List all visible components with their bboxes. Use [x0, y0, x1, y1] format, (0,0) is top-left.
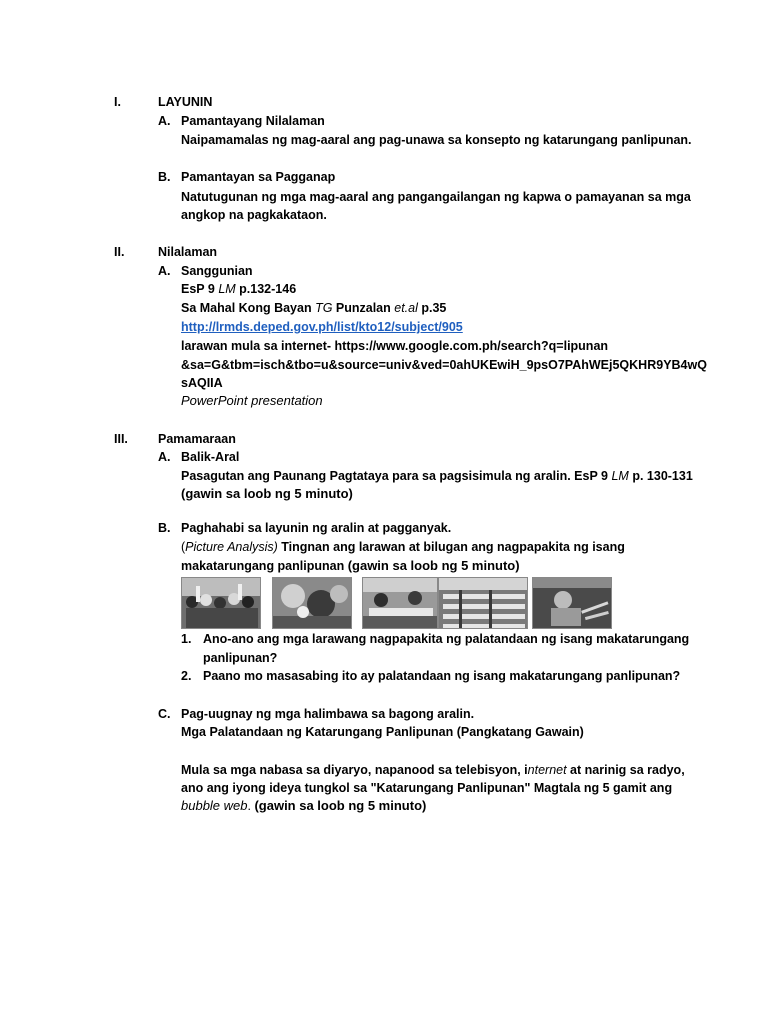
section-1-b-text-line2: angkop na pagkakataon.: [181, 208, 327, 222]
reference-page: p.35: [417, 301, 447, 315]
section-1-title: LAYUNIN: [158, 95, 213, 109]
section-3-c-letter: C.: [158, 707, 171, 721]
photo-child-laborer: [532, 577, 612, 629]
photo-crowd-rally: [181, 577, 261, 629]
section-3-a-text: [181, 467, 693, 485]
image-source-line2: &sa=G&tbm=isch&tbo=u&source=univ&ved=0ahUKEwiH_9psO7PAhWEj5QKHR9YB4wQ: [181, 358, 707, 372]
section-1-b-letter: B.: [158, 170, 171, 184]
picture-analysis-label: Picture Analysis): [185, 540, 278, 554]
section-3-c-paragraph-line1: [181, 761, 685, 779]
section-1-a-text: Naipamamalas ng mag-aaral ang pag-unawa sa konsepto ng katarungang panlipunan.: [181, 133, 692, 147]
section-3-b-text-line1: [181, 538, 625, 556]
section-3-c-subtitle: Mga Palatandaan ng Katarungang Panlipunan (Pangkatang Gawain): [181, 725, 584, 739]
section-1-a-letter: A.: [158, 114, 171, 128]
image-source-line3: sAQIIA: [181, 376, 223, 390]
reference-esp9: [181, 280, 296, 298]
reference-esp9-pages: p.132-146: [235, 282, 297, 296]
paragraph-sources: Mula sa mga nabasa sa diyaryo, napanood sa telebisyon, i: [181, 763, 528, 777]
section-1-a-title: Pamantayang Nilalaman: [181, 114, 325, 128]
question-1-number: 1.: [181, 632, 192, 646]
section-2-a-letter: A.: [158, 264, 171, 278]
section-2-title: Nilalaman: [158, 245, 218, 259]
lrmds-link[interactable]: http://lrmds.deped.gov.ph/list/kto12/subject/905: [181, 320, 463, 334]
section-1-b-title: Pamantayan sa Pagganap: [181, 170, 336, 184]
section-2-number: II.: [114, 245, 125, 259]
question-2-number: 2.: [181, 669, 192, 683]
paren-open: (: [181, 540, 186, 554]
section-3-b-text-line2: [181, 557, 520, 575]
powerpoint-presentation: PowerPoint presentation: [181, 393, 323, 408]
question-2-text: Paano mo masasabing ito ay palatandaan ng isang makatarungang panlipunan?: [203, 669, 681, 683]
section-3-title: Pamamaraan: [158, 432, 236, 446]
question-1-line2: panlipunan?: [203, 651, 278, 665]
photo-workers-table: [362, 577, 438, 629]
section-3-c-title: Pag-uugnay ng mga halimbawa sa bagong aralin.: [181, 707, 475, 721]
reference-esp9-lm: LM: [218, 282, 236, 296]
reference-mahal-kong-bayan: [181, 299, 446, 317]
image-source-line1: larawan mula sa internet- https://www.google.com.ph/search?q=lipunan: [181, 339, 609, 353]
picture-analysis-instruction: Tingnan ang larawan at bilugan ang nagpapakita ng isang: [277, 540, 625, 554]
section-3-b-time: (gawin sa loob ng 5 minuto): [347, 558, 520, 573]
section-3-c-paragraph-line2: ano ang iyong ideya tungkol sa "Katarungang Panlipunan" Magtala ng 5 gamit ang: [181, 781, 673, 795]
section-3-c-paragraph-line3: [181, 797, 426, 815]
question-1-line1: Ano-ano ang mga larawang nagpapakita ng palatandaan ng isang makatarungang: [203, 632, 690, 646]
section-3-a-letter: A.: [158, 450, 171, 464]
balik-aral-lm: LM: [611, 469, 629, 483]
paragraph-internet: nternet: [527, 763, 567, 777]
section-1-b-text-line1: Natutugunan ng mga mag-aaral ang pangangailangan ng kapwa o pamayanan sa mga: [181, 190, 691, 204]
section-3-a-time: (gawin sa loob ng 5 minuto): [181, 486, 353, 501]
photo-flowers-people: [272, 577, 352, 629]
section-3-c-time: (gawin sa loob ng 5 minuto): [254, 798, 427, 813]
reference-book-title: Sa Mahal Kong Bayan: [181, 301, 316, 315]
reference-tg: TG: [315, 301, 333, 315]
reference-etal: et.al: [394, 301, 418, 315]
period: .: [247, 799, 255, 813]
reference-author: Punzalan: [332, 301, 395, 315]
section-3-number: III.: [114, 432, 128, 446]
paragraph-radio: at narinig sa radyo,: [566, 763, 685, 777]
photo-factory-rows: [438, 577, 528, 629]
picture-analysis-instruction-cont: makatarungang panlipunan: [181, 559, 348, 573]
balik-aral-pages: p. 130-131: [628, 469, 693, 483]
section-3-b-letter: B.: [158, 521, 171, 535]
section-1-number: I.: [114, 95, 121, 109]
section-3-b-title: Paghahabi sa layunin ng aralin at pagganyak.: [181, 521, 452, 535]
bubble-web-label: bubble web: [181, 798, 248, 813]
reference-esp9-prefix: EsP 9: [181, 282, 219, 296]
section-2-a-title: Sanggunian: [181, 264, 253, 278]
balik-aral-instruction: Pasagutan ang Paunang Pagtataya para sa pagsisimula ng aralin. EsP 9: [181, 469, 612, 483]
section-3-a-title: Balik-Aral: [181, 450, 240, 464]
